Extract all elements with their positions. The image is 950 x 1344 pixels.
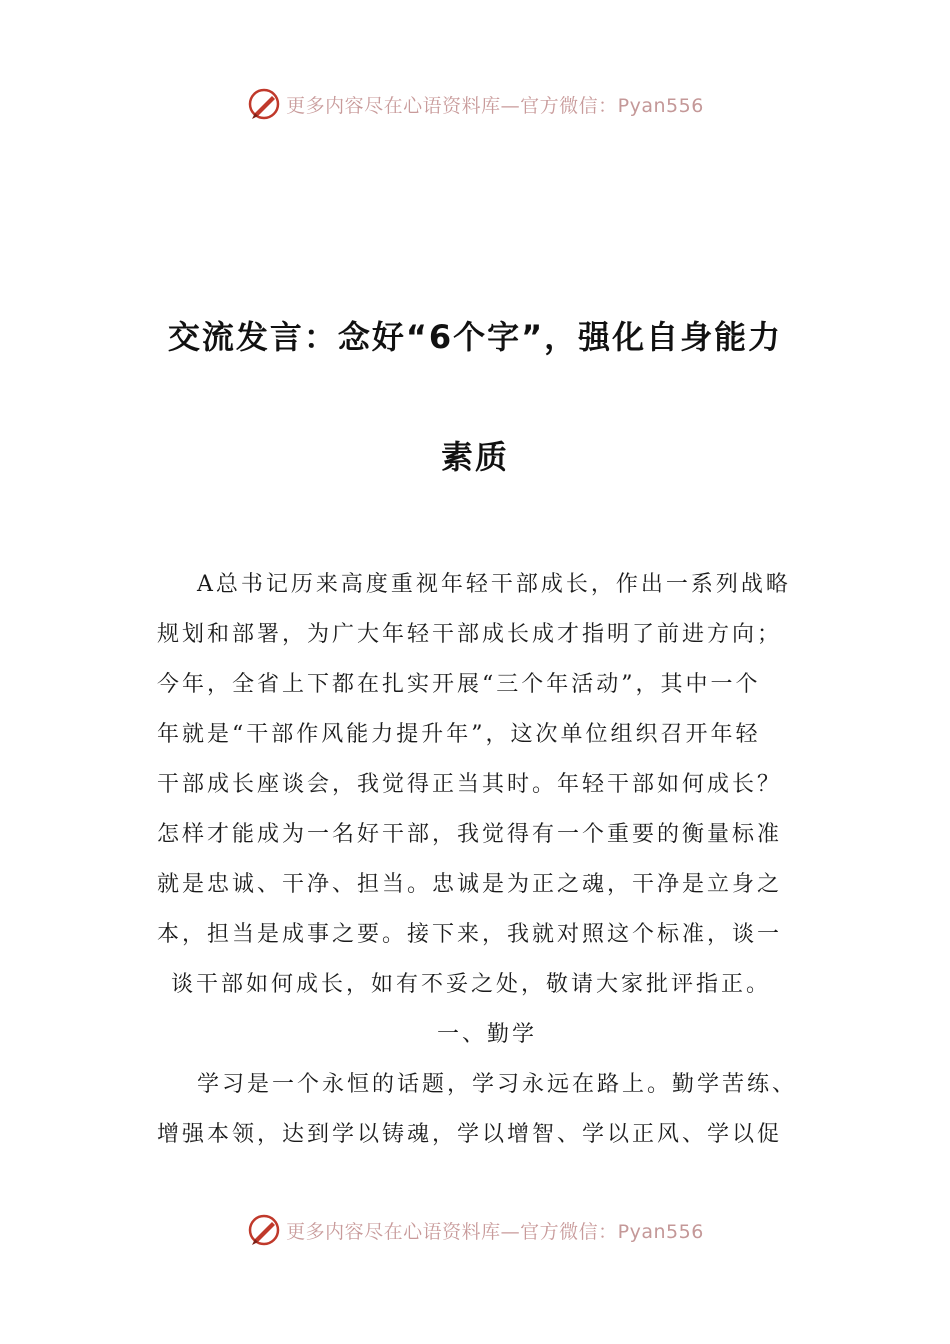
wechat-id: Pyan556 bbox=[617, 1220, 704, 1243]
body-line: 干部成长座谈会，我觉得正当其时。年轻干部如何成长？ bbox=[157, 772, 783, 797]
body-line: 怎样才能成为一名好干部，我觉得有一个重要的衡量标准 bbox=[157, 822, 783, 847]
body-line: 规划和部署，为广大年轻干部成长成才指明了前进方向； bbox=[157, 622, 783, 647]
section-heading: 一、勤学 bbox=[436, 1022, 537, 1047]
body-line: 年就是“干部作风能力提升年”，这次单位组织召开年轻 bbox=[157, 722, 761, 747]
section-line: 学习是一个永恒的话题，学习永远在路上。勤学苦练、 bbox=[197, 1072, 798, 1097]
body-line: 本，担当是成事之要。接下来，我就对照这个标准，谈一 bbox=[157, 922, 783, 947]
wechat-id: Pyan556 bbox=[617, 94, 704, 117]
pen-logo-icon bbox=[246, 1212, 282, 1248]
pen-logo-icon bbox=[246, 86, 282, 122]
watermark-text: 更多内容尽在心语资料库—官方微信：Pyan556 bbox=[286, 94, 704, 117]
section-line: 增强本领，达到学以铸魂，学以增智、学以正风、学以促 bbox=[157, 1122, 783, 1147]
watermark-banner-bottom bbox=[0, 1210, 950, 1250]
body-line: 今年，全省上下都在扎实开展“三个年活动”，其中一个 bbox=[157, 672, 761, 697]
watermark-text: 更多内容尽在心语资料库—官方微信：Pyan556 bbox=[286, 1220, 704, 1243]
document-title-line-2: 素质 bbox=[440, 438, 509, 476]
document-title-line-1: 交流发言：念好“6个字”，强化自身能力 bbox=[167, 318, 783, 356]
document-body bbox=[157, 560, 817, 1160]
body-line: A总书记历来高度重视年轻干部成长，作出一系列战略 bbox=[197, 572, 791, 597]
watermark-banner-top bbox=[0, 84, 950, 124]
body-line: 就是忠诚、干净、担当。忠诚是为正之魂，干净是立身之 bbox=[157, 872, 783, 897]
body-line: 谈干部如何成长，如有不妥之处，敬请大家批评指正。 bbox=[171, 972, 772, 997]
